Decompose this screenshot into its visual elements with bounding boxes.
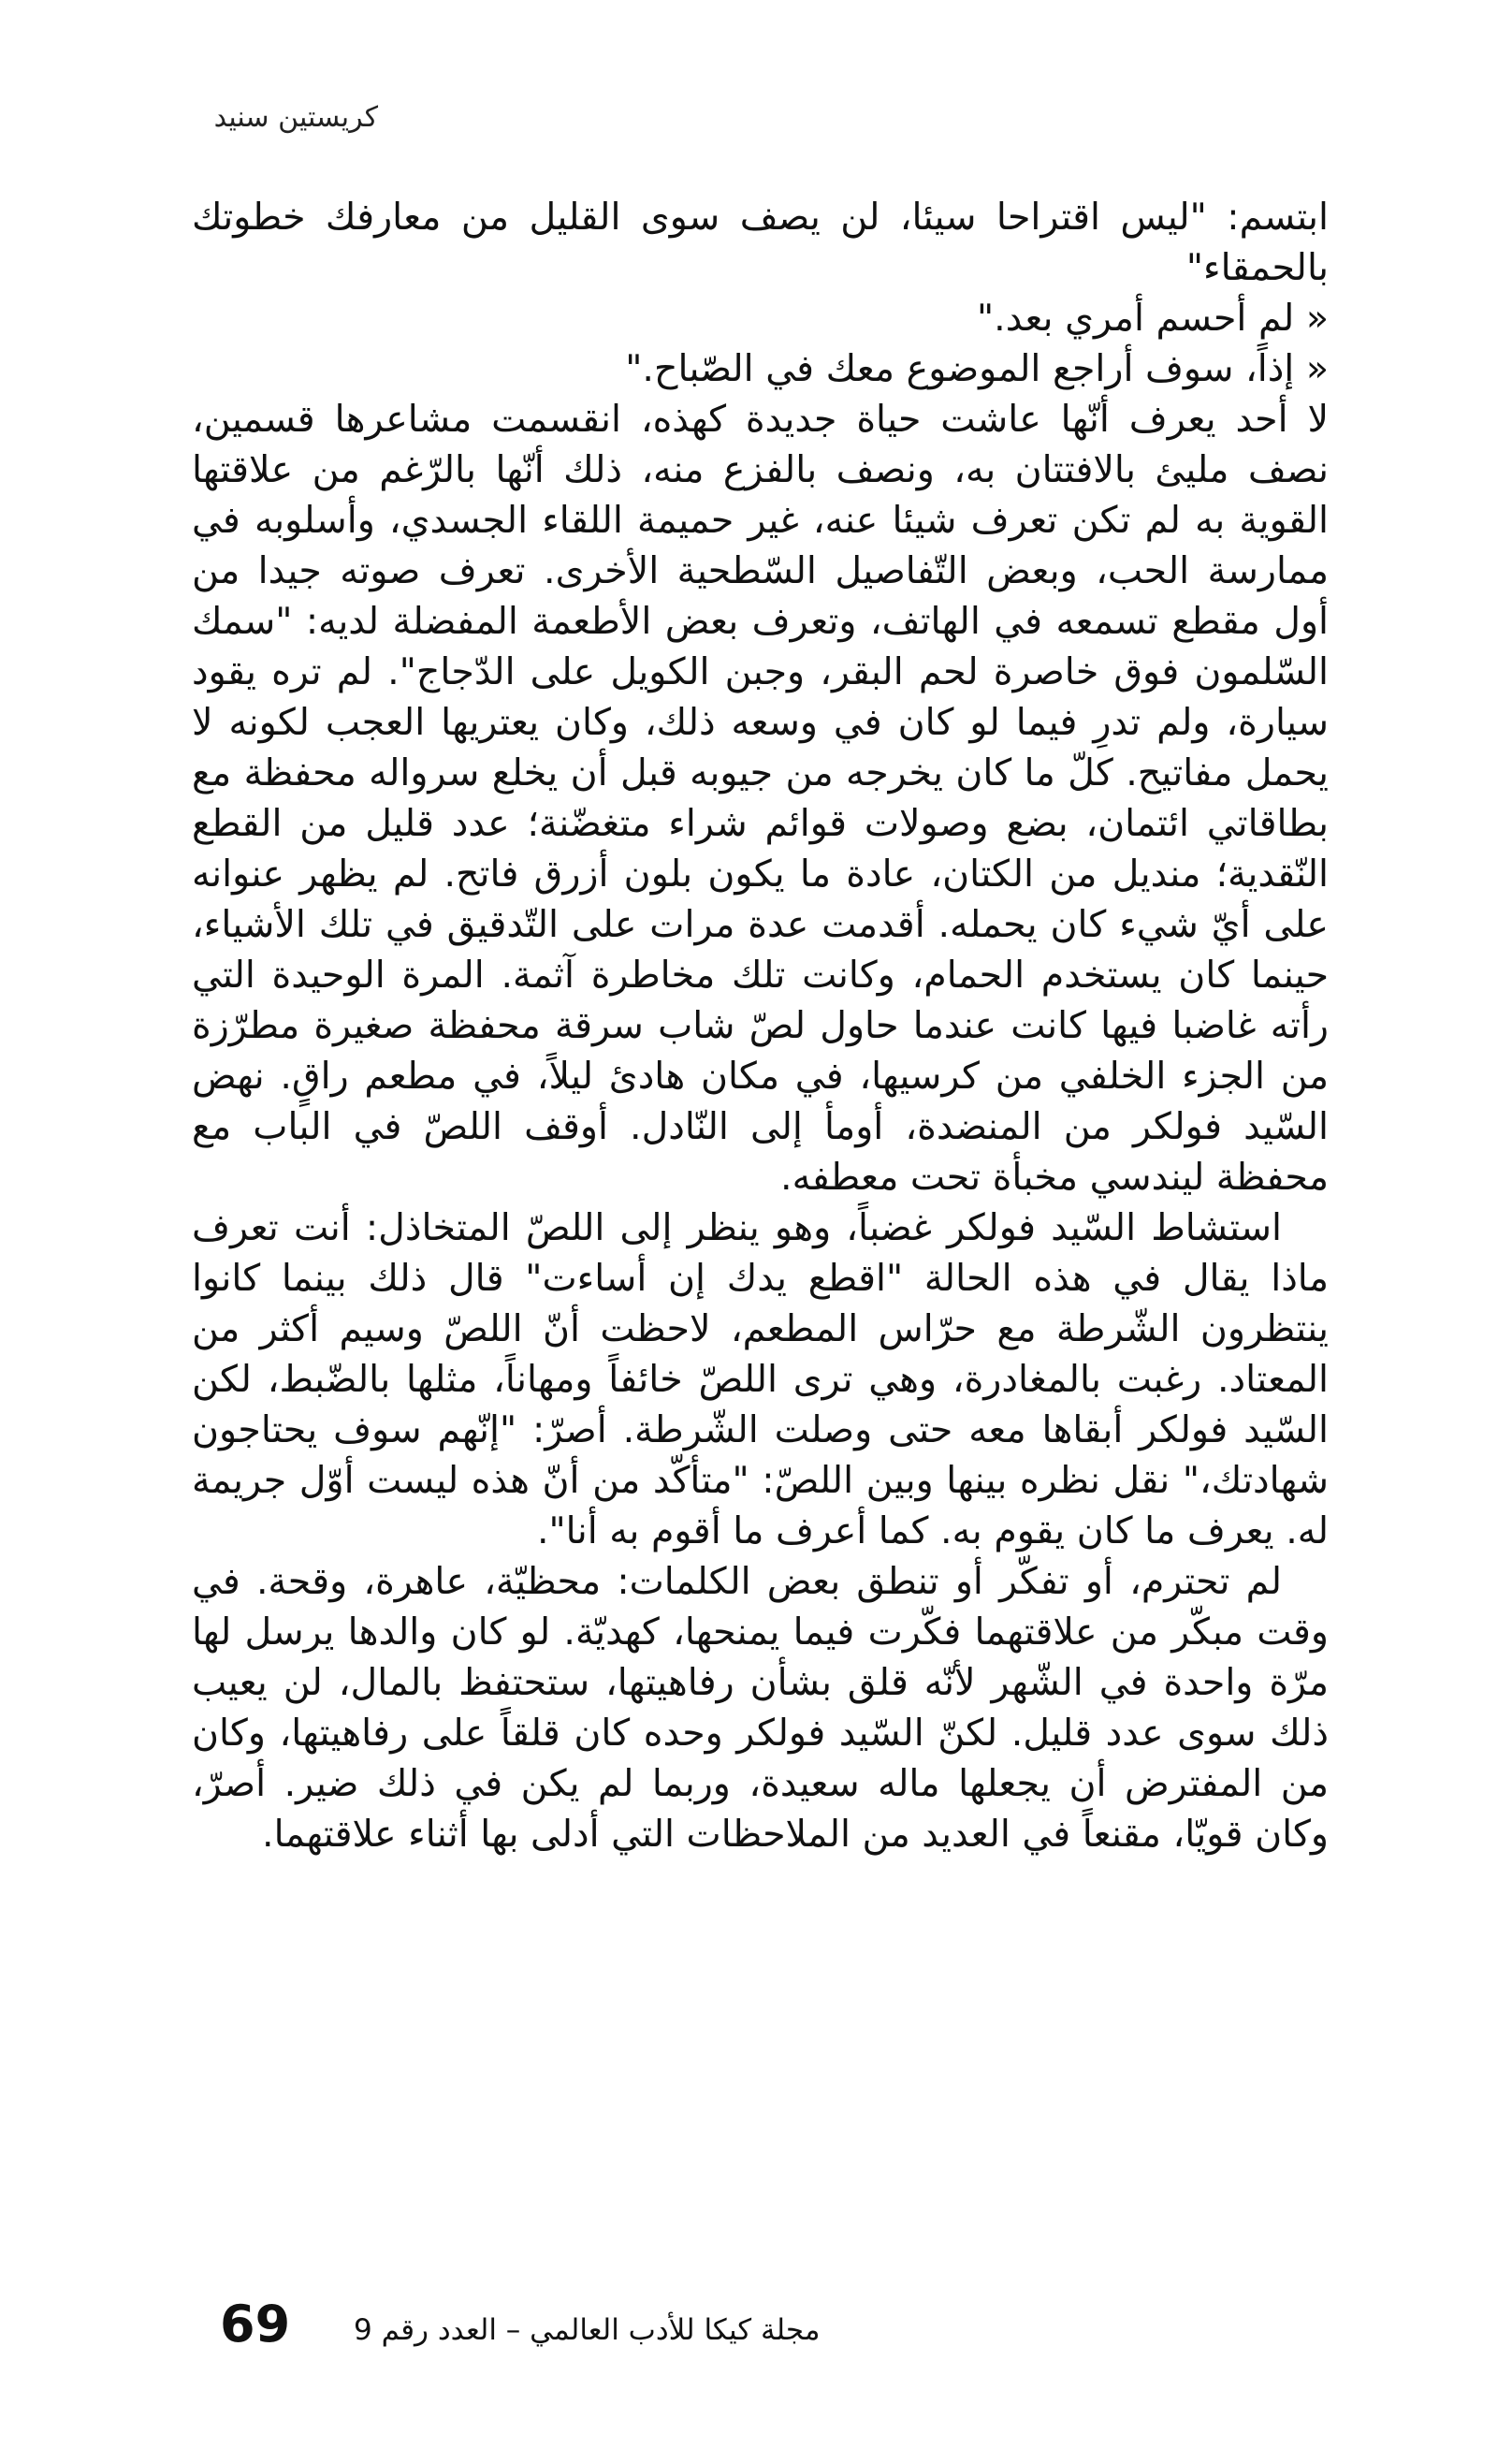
- paragraph-morning: « إذاً، سوف أراجع الموضوع معك في الصّباح.": [625, 347, 1329, 390]
- paragraph-new-life: لا أحد يعرف أنّها عاشت حياة جديدة كهذه، انقسمت مشاعرها قسمين، نصف مليئ بالافتتان به، ونصف بالفزع منه، ذلك أنّها بالرّغم من علاقتها القوية به لم تكن تعرف شيئا عنه، غير حميمة اللقاء الجسدي، وأسلوبه في ممارسة الحب، وبعض التّفاصيل السّطحية الأخرى. تعرف صوته جيدا من أول مقطع تسمعه في الهاتف، وتعرف بعض الأطعمة المفضلة لديه: "سمك السّلمون فوق خاصرة لحم البقر، وجبن الكويل على الدّجاج". لم تره يقود سيارة، ولم تدرِ فيما لو كان في وسعه ذلك، وكان يعتريها العجب لكونه لا يحمل مفاتيح. كلّ ما كان يخرجه من جيوبه قبل أن يخلع سرواله محفظة مع بطاقاتي ائتمان، بضع وصولات قوائم شراء متغضّنة؛ عدد قليل من القطع النّقدية؛ منديل من الكتان، عادة ما يكون بلون أزرق فاتح. لم يظهر عنوانه على أيّ شيء كان يحمله. أقدمت عدة مرات على التّدقيق في تلك الأشياء، حينما كان يستخدم الحمام، وكانت تلك مخاطرة آثمة. المرة الوحيدة التي رأته غاضبا فيها كانت عندما حاول لصّ شاب سرقة محفظة صغيرة مطرّزة من الجزء الخلفي من كرسيها، في مكان هادئ ليلاً، في مطعم راقٍ. نهض السّيد فولكر من المنضدة، أومأ إلى النّادل. أوقف اللصّ في الباب مع محفظة ليندسي مخبأة تحت معطفه.: [192, 398, 1329, 1199]
- story-text: [192, 192, 1329, 1859]
- running-header-author: كريستين سنيد: [213, 101, 378, 134]
- paragraph-words: لم تحترم، أو تفكّر أو تنطق بعض الكلمات: محظيّة، عاهرة، وقحة. في وقت مبكّر من علاقتهما فكّرت فيما يمنحها، كهديّة. لو كان والدها يرسل لها مرّة واحدة في الشّهر لأنّه قلق بشأن رفاهيتها، ستحتفظ بالمال، لن يعيب ذلك سوى عدد قليل. لكنّ السّيد فولكر وحده كان قلقاً على رفاهيتها، وكان من المفترض أن يجعلها ماله سعيدة، وربما لم يكن في ذلك ضير. أصرّ، وكان قويّا، مقنعاً في العديد من الملاحظات التي أدلى بها أثناء علاقتهما.: [192, 1560, 1329, 1856]
- paragraph-thief: استشاط السّيد فولكر غضباً، وهو ينظر إلى اللصّ المتخاذل: أنت تعرف ماذا يقال في هذه الحالة "اقطع يدك إن أساءت" قال ذلك بينما كانوا ينتظرون الشّرطة مع حرّاس المطعم، لاحظت أنّ اللصّ وسيم أكثر من المعتاد. رغبت بالمغادرة، وهي ترى اللصّ خائفاً ومهاناً، مثلها بالضّبط، لكن السّيد فولكر أبقاها معه حتى وصلت الشّرطة. أصرّ: "إنّهم سوف يحتاجون شهادتك،" نقل نظره بينها وبين اللصّ: "متأكّد من أنّ هذه ليست أوّل جريمة له. يعرف ما كان يقوم به. كما أعرف ما أقوم به أنا".: [192, 1206, 1329, 1552]
- page-number: 69: [220, 2295, 291, 2354]
- paragraph-smile: ابتسم: "ليس اقتراحا سيئا، لن يصف سوى القليل من معارفك خطوتك بالحمقاء": [192, 196, 1329, 289]
- paragraph-undecided: « لم أحسم أمري بعد.": [977, 297, 1329, 340]
- journal-footer: مجلة كيكا للأدب العالمي – العدد رقم 9: [354, 2313, 821, 2347]
